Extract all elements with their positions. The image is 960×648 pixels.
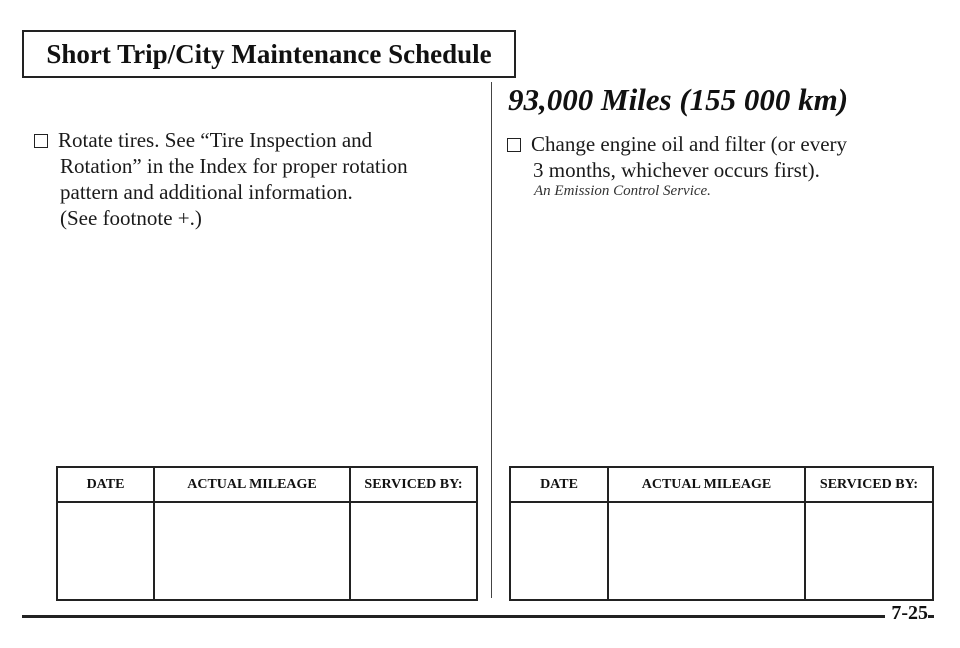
actual-mileage-cell[interactable]	[608, 502, 805, 600]
date-cell[interactable]	[57, 502, 154, 600]
actual-mileage-header: ACTUAL MILEAGE	[608, 467, 805, 502]
actual-mileage-header: ACTUAL MILEAGE	[154, 467, 350, 502]
column-divider	[491, 82, 492, 598]
date-header: DATE	[57, 467, 154, 502]
date-cell[interactable]	[510, 502, 608, 600]
page-number: 7-25	[885, 602, 928, 625]
schedule-title	[22, 30, 516, 78]
footer-rule	[22, 615, 934, 618]
serviced-by-header: SERVICED BY:	[805, 467, 933, 502]
left-service-log-table	[56, 466, 478, 601]
rotate-tires-line-3: pattern and additional information.	[60, 180, 353, 204]
table-header-row	[510, 467, 933, 502]
change-oil-line-2: 3 months, whichever occurs first).	[533, 158, 820, 182]
rotate-tires-checkbox[interactable]	[34, 134, 48, 148]
right-service-log-table	[509, 466, 934, 601]
serviced-by-cell[interactable]	[805, 502, 933, 600]
table-row	[510, 502, 933, 600]
serviced-by-cell[interactable]	[350, 502, 477, 600]
emission-control-note: An Emission Control Service.	[534, 183, 711, 199]
actual-mileage-cell[interactable]	[154, 502, 350, 600]
table-row	[57, 502, 477, 600]
table-header-row	[57, 467, 477, 502]
mileage-heading: 93,000 Miles (155 000 km)	[508, 82, 849, 117]
serviced-by-header: SERVICED BY:	[350, 467, 477, 502]
rotate-tires-line-1: Rotate tires. See “Tire Inspection and	[58, 128, 373, 152]
change-oil-item	[507, 131, 847, 183]
rotate-tires-line-4: (See footnote +.)	[60, 206, 202, 230]
rotate-tires-item	[34, 127, 408, 231]
change-oil-line-1: Change engine oil and filter (or every	[531, 132, 848, 156]
date-header: DATE	[510, 467, 608, 502]
change-oil-checkbox[interactable]	[507, 138, 521, 152]
schedule-title-text: Short Trip/City Maintenance Schedule	[46, 38, 492, 69]
rotate-tires-line-2: Rotation” in the Index for proper rotation	[60, 154, 408, 178]
